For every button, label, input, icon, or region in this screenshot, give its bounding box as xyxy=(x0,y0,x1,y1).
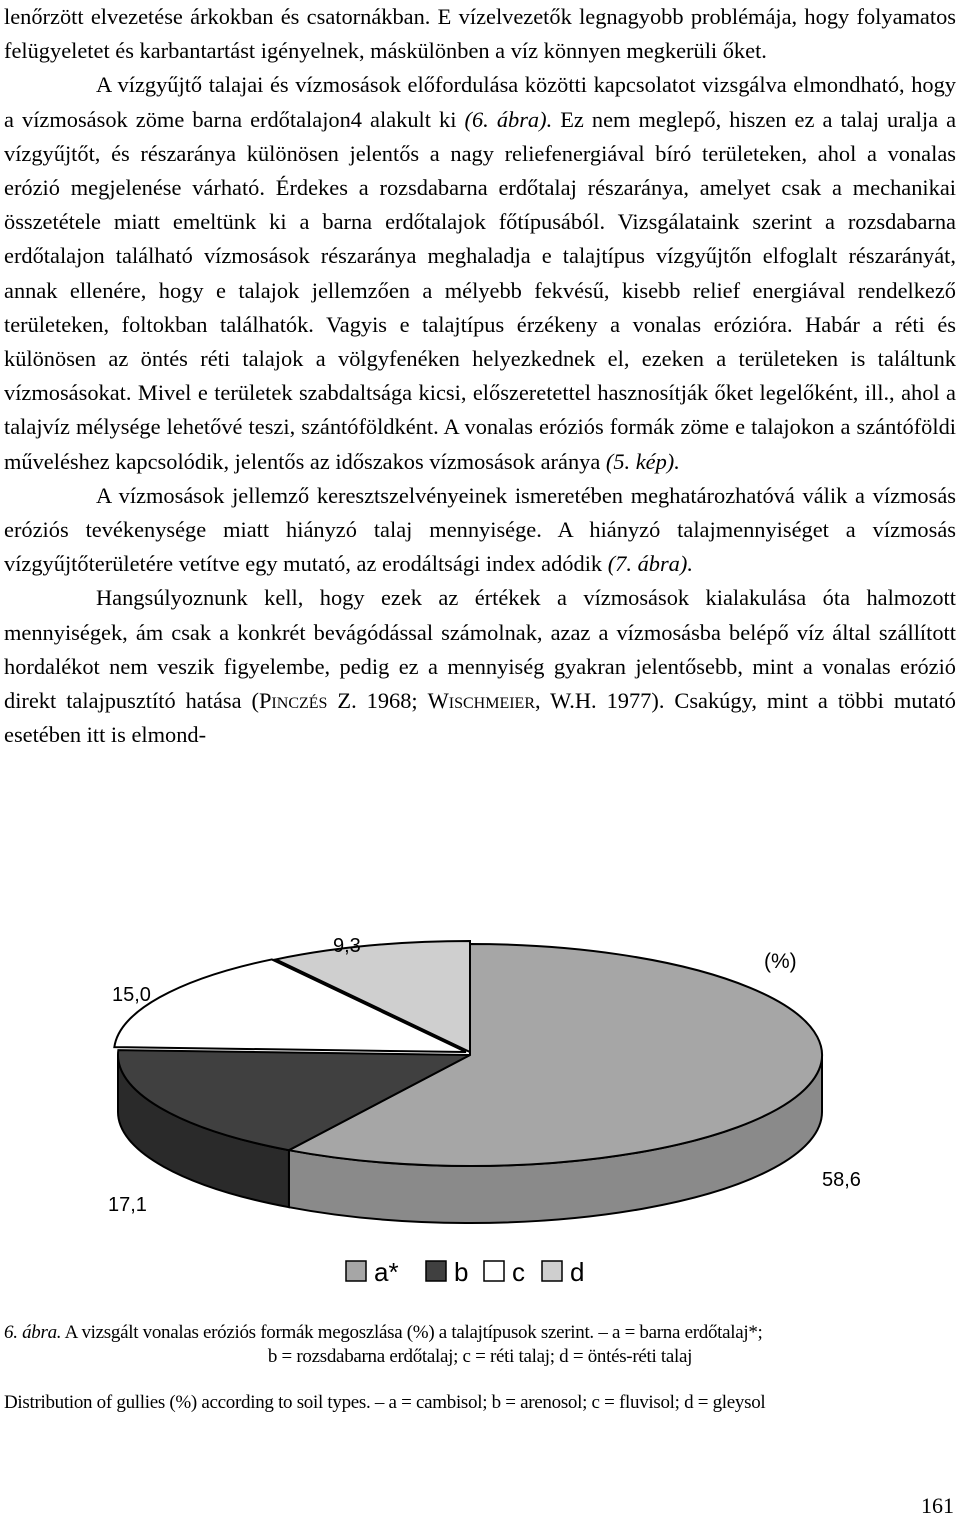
data-label-c: 15,0 xyxy=(112,984,151,1006)
figure-reference: (7. ábra). xyxy=(607,551,693,577)
photo-reference: (5. kép). xyxy=(605,448,680,474)
data-label-d: 9,3 xyxy=(333,935,361,957)
legend-label-d: d xyxy=(570,1257,585,1287)
paragraph-2 xyxy=(4,68,956,478)
paragraph-4 xyxy=(4,581,956,752)
paragraph-4-text-b: Z. 1968; xyxy=(327,688,428,714)
legend-label-c: c xyxy=(512,1257,525,1287)
data-label-b: 17,1 xyxy=(108,1194,147,1216)
legend-swatch-a xyxy=(346,1261,366,1281)
pie-chart xyxy=(0,920,960,1300)
citation-author: Wischmeier xyxy=(427,688,536,714)
caption-text: A vizsgált vonalas eróziós formák megoszlása (%) a talajtípusok szerint. – a = barna erdőtalaj*; xyxy=(61,1322,763,1343)
pie-tops xyxy=(114,941,822,1166)
body-text xyxy=(4,0,956,752)
legend-label-b: b xyxy=(454,1257,469,1287)
unit-label: (%) xyxy=(764,950,797,973)
paragraph-2-text-a: A vízgyűjtő talajai és vízmosások előfordulása közötti kapcsolatot vizsgálva elmondható, hogy a vízmosások zöme barna erdőtalajon4 alakult ki xyxy=(4,72,956,132)
figure-reference: (6. ábra). xyxy=(464,106,553,132)
figure-number: 6. ábra. xyxy=(4,1322,62,1343)
page-number: 161 xyxy=(921,1493,954,1518)
paragraph-4-text-c: , W.H. 1977). Csakúgy, mint a többi mutató esetében itt is elmond- xyxy=(4,688,957,748)
figure-caption-hungarian xyxy=(4,1321,956,1369)
caption-text-line2: b = rozsdabarna erdőtalaj; c = réti talaj; d = öntés-réti talaj xyxy=(267,1346,693,1367)
paragraph-1: lenőrzött elvezetése árkokban és csatornákban. E vízelvezetők legnagyobb problémája, hogy folyamatos felügyeletet és karbantartást igényelnek, máskülönben a víz könnyen megkerüli őket. xyxy=(4,4,956,64)
data-label-a: 58,6 xyxy=(822,1169,861,1191)
legend xyxy=(346,1257,584,1287)
figure-caption-english: Distribution of gullies (%) according to soil types. – a = cambisol; b = arenosol; c = fluvisol; d = gleysol xyxy=(4,1392,766,1413)
paragraph-3-text: A vízmosások jellemző keresztszelvényeinek ismeretében meghatározhatóvá válik a vízmosás eróziós tevékenysége miatt hiányzó talaj mennyisége. A hiányzó talajmennyiséget a vízmosás vízgyűjtőterületére vetítve egy mutató, az erodáltsági index adódik xyxy=(4,482,956,577)
citation-author: Pinczés xyxy=(258,688,328,714)
legend-swatch-c xyxy=(484,1261,504,1281)
paragraph-3 xyxy=(4,479,956,582)
legend-label-a: a* xyxy=(374,1257,399,1287)
paragraph-4-text-a: Hangsúlyoznunk kell, hogy ezek az értékek a vízmosások kialakulása óta halmozott mennyiségek, ám csak a konkrét bevágódással számolnak, azaz a vízmosásba belépő víz által szállított hordalékot nem veszik figyelembe, pedig ez a mennyiség gyakran jelentősebb, mint a vonalas erózió direkt talajpusztító hatása ( xyxy=(4,585,956,714)
paragraph-2-text-b: Ez nem meglepő, hiszen ez a talaj uralja a vízgyűjtőt, és részaránya különösen jelentős a nagy reliefenergiával bíró területeken, ahol a vonalas erózió megjelenése várható. Érdekes a rozsdabarna erdőtalaj részaránya, amelyet csak a mechanikai összetétele miatt emeltünk ki a barna erdőtalajok főtípusából. Vizsgálataink szerint a rozsdabarna erdőtalajon található vízmosások részaránya meghaladja e talajtípus vízgyűjtőn elfoglalt részarányát, annak ellenére, hogy e talajok jellemzően a mélyebb fekvésű, kisebb relief energiával rendelkező területeken, foltokban találhatók. Vagyis e talajtípus érzékeny a vonalas erózióra. Habár a réti és különösen az öntés réti talajok a völgyfenéken helyezkednek el, ezeken a területeken is találtunk vízmosásokat. Mivel e területek szabdaltsága kicsi, előszeretettel hasznosítják őket legelőként, ill., ahol a talajvíz mélysége lehetővé teszi, szántóföldként. A vonalas eróziós formák zöme e talajokon a szántóföldi műveléshez kapcsolódik, jelentős az időszakos vízmosások aránya xyxy=(4,106,957,474)
legend-swatch-d xyxy=(542,1261,562,1281)
legend-swatch-b xyxy=(426,1261,446,1281)
